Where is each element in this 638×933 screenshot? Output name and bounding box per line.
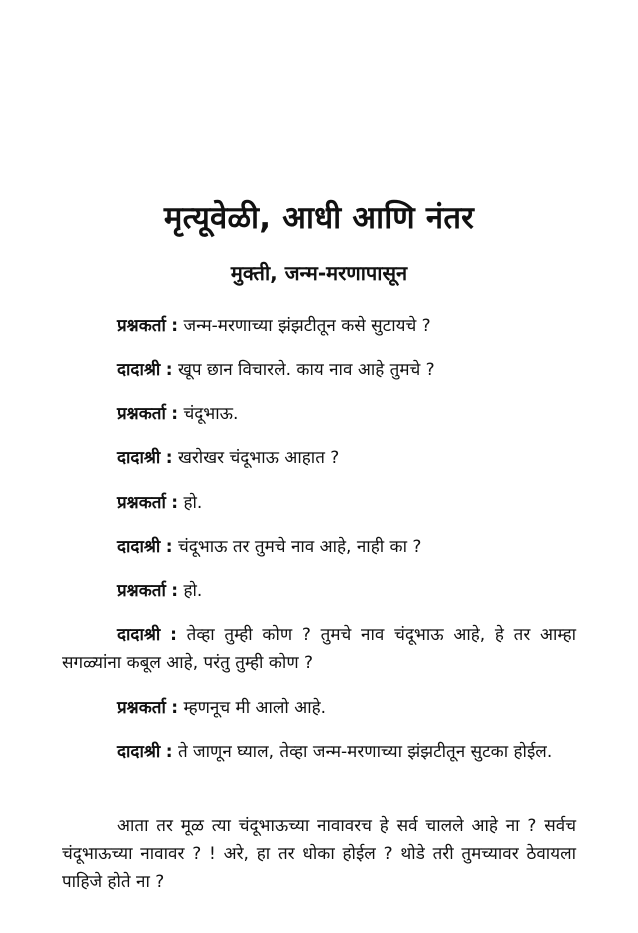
speaker-separator: : — [165, 537, 173, 557]
speaker-label: प्रश्नकर्ता — [117, 581, 166, 601]
dialogue-text: जन्म-मरणाच्या झंझटीतून कसे सुटायचे ? — [183, 316, 431, 336]
speaker-label: दादाश्री — [117, 360, 161, 380]
speaker-separator: : — [171, 493, 179, 513]
dialogue-paragraph — [62, 694, 576, 722]
dialogue-paragraph — [62, 738, 576, 766]
dialogue-text: ते जाणून घ्याल, तेव्हा जन्म-मरणाच्या झंझटीतून सुटका होईल. — [177, 742, 553, 762]
speaker-label: दादाश्री — [117, 625, 161, 645]
speaker-label: दादाश्री — [117, 448, 161, 468]
section-subtitle: मुक्ती, जन्म-मरणापासून — [230, 261, 408, 285]
narrative-text: आता तर मूळ त्या चंदूभाऊच्या नावावरच हे सर्व चालले आहे ना ? सर्वच चंदूभाऊच्या नावावर ? ! अरे, हा तर धोका होईल ? थोडे तरी तुमच्यावर ठेवायला पाहिजे होते ना ? — [62, 816, 576, 892]
dialogue-paragraph — [62, 400, 576, 428]
speaker-separator: : — [171, 404, 179, 424]
speaker-label: प्रश्नकर्ता — [117, 404, 166, 424]
dialogue-text: म्हणनूच मी आलो आहे. — [183, 698, 327, 718]
dialogue-paragraph — [62, 621, 576, 677]
dialogue-paragraph — [62, 444, 576, 472]
dialogue-text: चंदूभाऊ तर तुमचे नाव आहे, नाही का ? — [177, 537, 422, 557]
dialogue-text: खूप छान विचारले. काय नाव आहे तुमचे ? — [177, 360, 435, 380]
page-title: मृत्यूवेळी, आधी आणि नंतर — [163, 200, 475, 236]
speaker-label: प्रश्नकर्ता — [117, 493, 166, 513]
speaker-separator: : — [171, 316, 179, 336]
speaker-label: दादाश्री — [117, 537, 161, 557]
speaker-label: दादाश्री — [117, 742, 161, 762]
dialogue-paragraph — [62, 312, 576, 340]
dialogue-paragraph — [62, 577, 576, 605]
dialogue-text: हो. — [183, 581, 203, 601]
dialogue-paragraph — [62, 489, 576, 517]
speaker-separator: : — [165, 448, 173, 468]
speaker-separator: : — [171, 581, 179, 601]
dialogue-text: चंदूभाऊ. — [183, 404, 239, 424]
speaker-separator: : — [171, 698, 179, 718]
speaker-separator: : — [165, 360, 173, 380]
speaker-separator: : — [165, 742, 173, 762]
dialogue-paragraph — [62, 356, 576, 384]
speaker-label: प्रश्नकर्ता — [117, 698, 166, 718]
dialogue-paragraph — [62, 533, 576, 561]
speaker-label: प्रश्नकर्ता — [117, 316, 166, 336]
speaker-separator: : — [170, 625, 177, 645]
dialogue-text: खरोखर चंदूभाऊ आहात ? — [177, 448, 340, 468]
narrative-paragraph — [62, 812, 576, 896]
dialogue-text: तेव्हा तुम्ही कोण ? तुमचे नाव चंदूभाऊ आहे, हे तर आम्हा सगळ्यांना कबूल आहे, परंतु तुम्ही कोण ? — [62, 625, 576, 673]
dialogue-text: हो. — [183, 493, 203, 513]
